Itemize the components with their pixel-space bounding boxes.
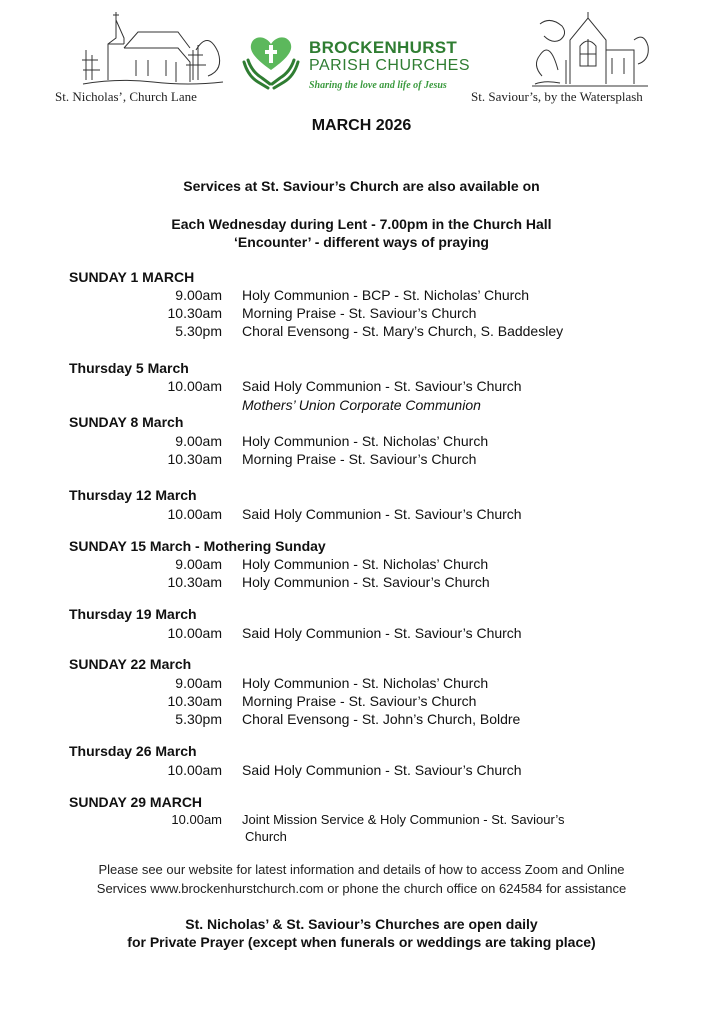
service-description-continued: Church (245, 829, 287, 844)
day-heading: SUNDAY 29 MARCH (69, 794, 203, 810)
closing-line-2: for Private Prayer (except when funerals or weddings are taking place) (127, 934, 596, 950)
day-heading: Thursday 12 March (69, 487, 197, 503)
service-time: 10.00am (167, 625, 222, 641)
st-nicholas-church-sketch (78, 10, 228, 88)
service-time: 10.30am (167, 574, 222, 590)
service-description: Choral Evensong - St. John’s Church, Boldre (242, 711, 521, 727)
service-description: Joint Mission Service & Holy Communion - St. Saviour’s (242, 812, 565, 827)
service-description: Morning Praise - St. Saviour’s Church (242, 693, 477, 709)
service-time: 5.30pm (175, 711, 222, 727)
day-heading: Thursday 26 March (69, 743, 197, 759)
praying-hands-heart-logo-icon (240, 32, 302, 94)
day-heading: SUNDAY 22 March (69, 656, 192, 672)
footer-line-1: Please see our website for latest information and details of how to access Zoom and Online (98, 862, 625, 877)
day-heading: SUNDAY 8 March (69, 414, 184, 430)
intro-line-1: Services at St. Saviour’s Church are also available on (183, 178, 540, 194)
service-time: 10.30am (167, 451, 222, 467)
day-heading: Thursday 5 March (69, 360, 189, 376)
logo-tagline: Sharing the love and life of Jesus (309, 80, 447, 91)
month-title: MARCH 2026 (311, 117, 412, 134)
service-note: Mothers’ Union Corporate Communion (242, 397, 481, 413)
intro-line-2: Each Wednesday during Lent - 7.00pm in the Church Hall (171, 216, 552, 232)
day-heading: SUNDAY 1 MARCH (69, 269, 195, 285)
service-time: 9.00am (175, 556, 222, 572)
service-description: Holy Communion - St. Nicholas’ Church (242, 675, 489, 691)
service-time: 9.00am (175, 675, 222, 691)
service-time: 10.00am (167, 506, 222, 522)
service-description: Morning Praise - St. Saviour’s Church (242, 305, 477, 321)
service-description: Morning Praise - St. Saviour’s Church (242, 451, 477, 467)
st-nicholas-caption: St. Nicholas’, Church Lane (55, 89, 197, 104)
service-time: 9.00am (175, 433, 222, 449)
service-description: Holy Communion - St. Nicholas’ Church (242, 556, 489, 572)
service-description: Holy Communion - St. Nicholas’ Church (242, 433, 489, 449)
service-description: Said Holy Communion - St. Saviour’s Church (242, 506, 522, 522)
day-heading: SUNDAY 15 March - Mothering Sunday (69, 538, 326, 554)
st-saviours-church-sketch (530, 10, 650, 88)
service-time: 10.00am (167, 762, 222, 778)
service-description: Said Holy Communion - St. Saviour’s Church (242, 378, 522, 394)
st-saviours-caption: St. Saviour’s, by the Watersplash (471, 89, 643, 104)
intro-line-3: ‘Encounter’ - different ways of praying (234, 234, 489, 250)
logo-subtitle: PARISH CHURCHES (309, 57, 470, 74)
service-time: 5.30pm (175, 323, 222, 339)
closing-line-1: St. Nicholas’ & St. Saviour’s Churches are open daily (185, 916, 538, 932)
footer-line-2: Services www.brockenhurstchurch.com or phone the church office on 624584 for assistance (96, 881, 627, 896)
service-time: 10.30am (167, 305, 222, 321)
service-time: 10.00am (171, 812, 222, 827)
service-description: Said Holy Communion - St. Saviour’s Church (242, 762, 522, 778)
service-description: Said Holy Communion - St. Saviour’s Church (242, 625, 522, 641)
logo-title: BROCKENHURST (309, 38, 458, 57)
service-description: Holy Communion - BCP - St. Nicholas’ Church (242, 287, 530, 303)
day-heading: Thursday 19 March (69, 606, 197, 622)
service-time: 10.30am (167, 693, 222, 709)
service-description: Choral Evensong - St. Mary’s Church, S. Baddesley (242, 323, 564, 339)
service-time: 9.00am (175, 287, 222, 303)
service-time: 10.00am (167, 378, 222, 394)
service-description: Holy Communion - St. Saviour’s Church (242, 574, 490, 590)
